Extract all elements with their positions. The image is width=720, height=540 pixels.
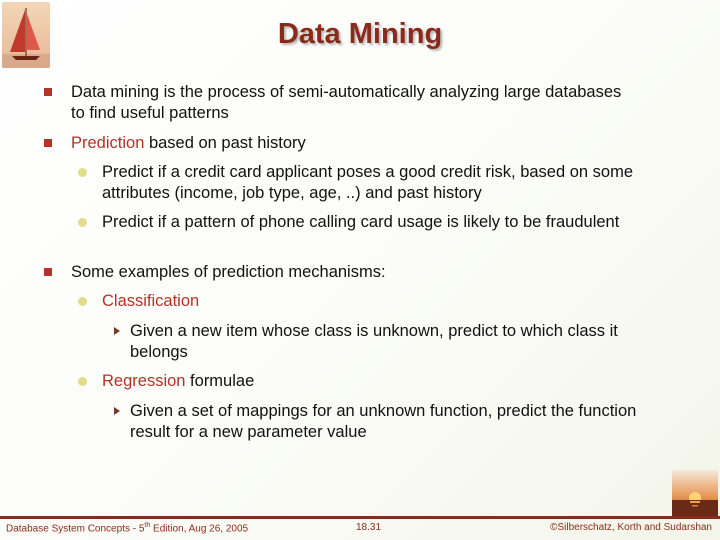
- sub-sub-bullet-classification-desc: [130, 321, 670, 363]
- bullet-text: [71, 133, 631, 154]
- bullet-text-rest: based on past history: [144, 134, 306, 152]
- square-bullet-icon: [44, 139, 52, 147]
- footer-course-sup: th: [144, 522, 151, 529]
- bullet-text: Predict if a credit card applicant poses a good credit risk, based on some attributes (income, job type, age, ..) and past history: [102, 163, 634, 202]
- footer-divider: [0, 516, 720, 519]
- sub-bullet-fraud: [102, 212, 662, 233]
- footer-course-post: Edition, Aug 26, 2005: [150, 523, 249, 535]
- round-bullet-icon: [78, 297, 87, 306]
- sub-bullet-regression: [102, 371, 662, 392]
- footer-copyright: ©Silberschatz, Korth and Sudarshan: [550, 522, 712, 533]
- square-bullet-icon: [44, 88, 52, 96]
- slide-title: Data Mining: [277, 18, 443, 50]
- bullet-text: Data mining is the process of semi-automatically analyzing large databases to find useful patterns: [71, 83, 622, 122]
- round-bullet-icon: [78, 168, 87, 177]
- bullet-text: [102, 371, 662, 392]
- bullet-text: [102, 291, 662, 312]
- bullet-text: Given a set of mappings for an unknown function, predict the function result for a new parameter value: [130, 402, 637, 441]
- sunset-logo-image: [672, 470, 718, 516]
- bullet-text: Given a new item whose class is unknown, predict to which class it belongs: [130, 322, 618, 361]
- highlight-term: Regression: [102, 372, 186, 390]
- sub-bullet-classification: [102, 291, 662, 312]
- footer-course-info: [6, 522, 248, 534]
- highlight-term: Prediction: [71, 134, 145, 152]
- bullet-text: Predict if a pattern of phone calling card usage is likely to be fraudulent: [102, 213, 620, 231]
- bullet-text-rest: formulae: [185, 372, 255, 390]
- sub-bullet-credit-risk: [102, 162, 662, 204]
- highlight-term: Classification: [102, 292, 200, 310]
- footer-page-number: 18.31: [356, 522, 382, 533]
- bullet-prediction: [71, 133, 631, 154]
- bullet-prediction-mechanisms: [71, 262, 631, 283]
- triangle-bullet-icon: [114, 327, 120, 335]
- triangle-bullet-icon: [114, 407, 120, 415]
- bullet-text: Some examples of prediction mechanisms:: [71, 263, 386, 281]
- square-bullet-icon: [44, 268, 52, 276]
- footer-course-pre: Database System Concepts - 5: [6, 523, 145, 535]
- round-bullet-icon: [78, 218, 87, 227]
- round-bullet-icon: [78, 377, 87, 386]
- sub-sub-bullet-regression-desc: [130, 401, 670, 443]
- bullet-data-mining-definition: [71, 82, 631, 124]
